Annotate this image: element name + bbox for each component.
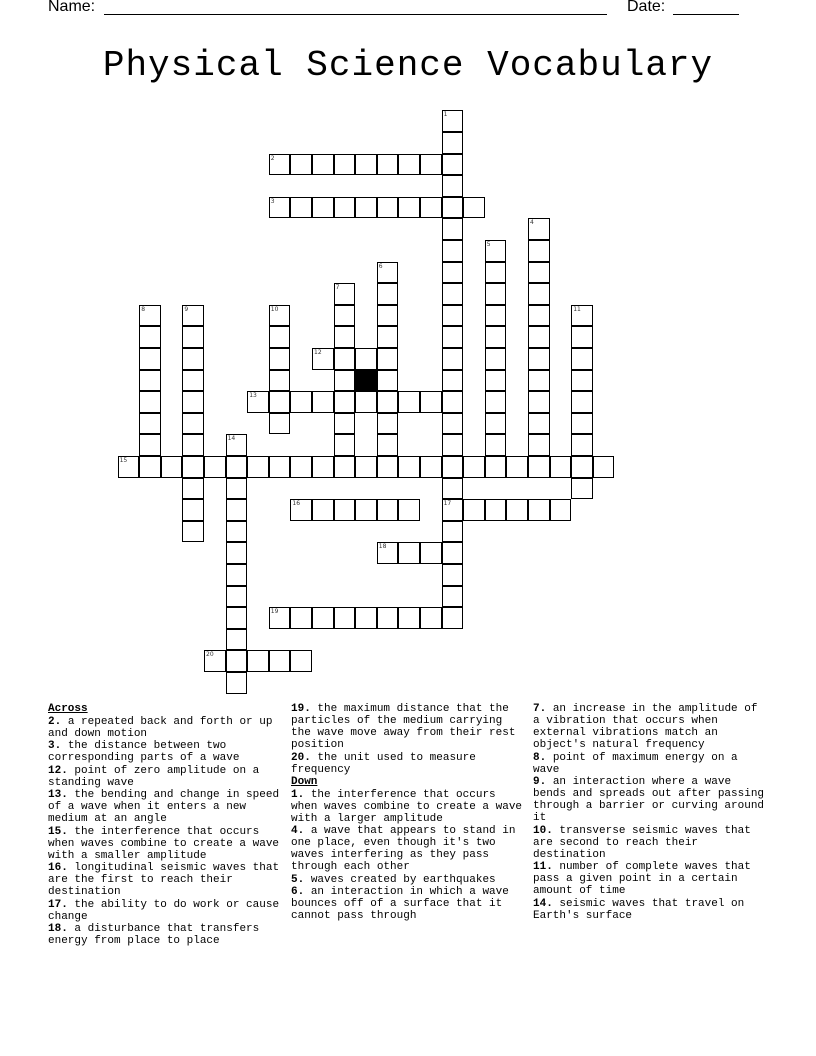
crossword-cell[interactable]	[334, 413, 356, 435]
crossword-cell[interactable]	[161, 456, 183, 478]
date-label: Date:	[627, 0, 666, 15]
crossword-cell[interactable]	[269, 154, 291, 176]
crossword-cell[interactable]	[398, 542, 420, 564]
clue-down-1: 1. the interference that occurs when waves combine to create a wave with a larger amplitude	[291, 788, 523, 825]
clue-number: 19	[270, 608, 279, 616]
crossword-cell[interactable]	[485, 283, 507, 305]
clue-column-3	[533, 703, 765, 922]
crossword-cell[interactable]	[269, 197, 291, 219]
crossword-cell[interactable]	[485, 305, 507, 327]
crossword-cell[interactable]	[442, 218, 464, 240]
crossword-cell[interactable]	[442, 154, 464, 176]
crossword-cell[interactable]	[442, 348, 464, 370]
crossword-cell[interactable]	[139, 456, 161, 478]
clue-across-20: 20. the unit used to measure frequency	[291, 751, 476, 776]
crossword-cell[interactable]	[334, 283, 356, 305]
crossword-cell[interactable]	[571, 434, 593, 456]
crossword-cell[interactable]	[334, 348, 356, 370]
clue-down-9: 9. an interaction where a wave bends and spreads out after passing through a barrier or curving around it	[533, 776, 765, 824]
crossword-cell[interactable]	[377, 348, 399, 370]
crossword-cell[interactable]	[442, 564, 464, 586]
clue-down-10: 10. transverse seismic waves that are second to reach their destination	[533, 824, 751, 861]
crossword-cell[interactable]	[269, 413, 291, 435]
crossword-cell[interactable]	[485, 413, 507, 435]
crossword-cell[interactable]	[182, 305, 204, 327]
crossword-cell[interactable]	[398, 391, 420, 413]
crossword-cell[interactable]	[442, 175, 464, 197]
crossword-cell[interactable]	[463, 456, 485, 478]
crossword-cell[interactable]	[334, 197, 356, 219]
crossword-cell[interactable]	[377, 154, 399, 176]
crossword-cell[interactable]	[139, 326, 161, 348]
crossword-cell[interactable]	[355, 391, 377, 413]
crossword-cell[interactable]	[485, 262, 507, 284]
blocked-square	[355, 370, 377, 392]
crossword-cell[interactable]	[398, 197, 420, 219]
crossword-cell[interactable]	[139, 370, 161, 392]
crossword-cell[interactable]	[571, 348, 593, 370]
clue-across-12: 12. point of zero amplitude on a standing wave	[48, 764, 260, 789]
crossword-cell[interactable]	[290, 607, 312, 629]
crossword-cell[interactable]	[420, 391, 442, 413]
clue-column-2	[291, 703, 523, 923]
crossword-cell[interactable]	[528, 434, 550, 456]
clue-number: 8	[141, 305, 146, 313]
crossword-cell[interactable]	[442, 521, 464, 543]
crossword-cell[interactable]	[269, 370, 291, 392]
crossword-cell[interactable]	[182, 499, 204, 521]
crossword-cell[interactable]	[571, 305, 593, 327]
crossword-cell[interactable]	[290, 499, 312, 521]
clue-down-14: 14. seismic waves that travel on Earth's surface	[533, 897, 745, 922]
crossword-cell[interactable]	[485, 240, 507, 262]
clue-number: 2	[270, 154, 275, 162]
crossword-cell[interactable]	[593, 456, 615, 478]
clue-across-3: 3. the distance between two corresponding parts of a wave	[48, 740, 240, 764]
crossword-cell[interactable]	[485, 348, 507, 370]
clue-number: 7	[335, 284, 340, 292]
crossword-cell[interactable]	[377, 262, 399, 284]
crossword-cell[interactable]	[247, 391, 269, 413]
crossword-cell[interactable]	[226, 586, 248, 608]
crossword-cell[interactable]	[334, 326, 356, 348]
crossword-cell[interactable]	[442, 240, 464, 262]
crossword-cell[interactable]	[398, 456, 420, 478]
clue-across-16: 16. longitudinal seismic waves that are the first to reach their destination	[48, 862, 280, 898]
crossword-cell[interactable]	[420, 607, 442, 629]
crossword-cell[interactable]	[226, 629, 248, 651]
crossword-cell[interactable]	[355, 197, 377, 219]
crossword-cell[interactable]	[182, 391, 204, 413]
crossword-cell[interactable]	[506, 499, 528, 521]
name-label: Name:	[48, 0, 96, 15]
crossword-cell[interactable]	[312, 456, 334, 478]
crossword-cell[interactable]	[528, 326, 550, 348]
crossword-cell[interactable]	[528, 240, 550, 262]
crossword-cell[interactable]	[226, 564, 248, 586]
crossword-cell[interactable]	[355, 456, 377, 478]
crossword-cell[interactable]	[334, 305, 356, 327]
crossword-cell[interactable]	[182, 478, 204, 500]
crossword-cell[interactable]	[485, 434, 507, 456]
crossword-cell[interactable]	[528, 305, 550, 327]
crossword-cell[interactable]	[334, 499, 356, 521]
crossword-cell[interactable]	[247, 650, 269, 672]
crossword-cell[interactable]	[398, 154, 420, 176]
crossword-cell[interactable]	[377, 542, 399, 564]
crossword-cell[interactable]	[290, 197, 312, 219]
clue-down-6: 6. an interaction in which a wave bounces off of a surface that it cannot pass through	[291, 886, 509, 922]
page-title: Physical Science Vocabulary	[102, 45, 714, 86]
crossword-cell[interactable]	[226, 650, 248, 672]
crossword-cell[interactable]	[420, 542, 442, 564]
crossword-cell[interactable]	[355, 154, 377, 176]
crossword-cell[interactable]	[355, 348, 377, 370]
crossword-cell[interactable]	[226, 607, 248, 629]
crossword-cell[interactable]	[442, 586, 464, 608]
crossword-cell[interactable]	[420, 197, 442, 219]
crossword-cell[interactable]	[377, 326, 399, 348]
clue-across-13: 13. the bending and change in speed of a wave when it enters a new medium at an angle	[48, 789, 280, 825]
crossword-cell[interactable]	[420, 456, 442, 478]
crossword-cell[interactable]	[506, 456, 528, 478]
clue-number: 1	[443, 111, 448, 119]
crossword-cell[interactable]	[571, 456, 593, 478]
crossword-cell[interactable]	[485, 391, 507, 413]
crossword-cell[interactable]	[139, 348, 161, 370]
crossword-cell[interactable]	[290, 456, 312, 478]
crossword-cell[interactable]	[204, 650, 226, 672]
clue-number: 13	[249, 392, 257, 400]
crossword-cell[interactable]	[442, 305, 464, 327]
crossword-cell[interactable]	[377, 499, 399, 521]
crossword-cell[interactable]	[118, 456, 140, 478]
crossword-cell[interactable]	[571, 326, 593, 348]
crossword-cell[interactable]	[226, 521, 248, 543]
crossword-cell[interactable]	[377, 434, 399, 456]
crossword-cell[interactable]	[334, 607, 356, 629]
crossword-cell[interactable]	[442, 110, 464, 132]
crossword-cell[interactable]	[571, 413, 593, 435]
crossword-cell[interactable]	[442, 413, 464, 435]
crossword-cell[interactable]	[398, 607, 420, 629]
clue-number: 15	[119, 457, 128, 464]
crossword-cell[interactable]	[182, 521, 204, 543]
crossword-cell[interactable]	[442, 132, 464, 154]
crossword-cell[interactable]	[485, 499, 507, 521]
crossword-cell[interactable]	[442, 370, 464, 392]
crossword-cell[interactable]	[485, 370, 507, 392]
crossword-cell[interactable]	[269, 650, 291, 672]
clue-number: 3	[270, 197, 275, 205]
crossword-cell[interactable]	[182, 348, 204, 370]
clue-down-5: 5. waves created by earthquakes	[291, 873, 496, 886]
across-heading: Across	[48, 703, 88, 715]
clue-number: 12	[314, 349, 322, 356]
crossword-cell[interactable]	[442, 283, 464, 305]
clue-across-19: 19. the maximum distance that the particles of the medium carrying the wave move away from their rest position	[291, 703, 516, 751]
clue-down-11: 11. number of complete waves that pass a given point in a certain amount of time	[533, 861, 751, 897]
clue-number: 4	[530, 219, 534, 227]
clue-across-18: 18. a disturbance that transfers energy from place to place	[48, 923, 260, 947]
crossword-cell[interactable]	[182, 413, 204, 435]
crossword-cell[interactable]	[334, 370, 356, 392]
crossword-cell[interactable]	[269, 456, 291, 478]
crossword-cell[interactable]	[528, 348, 550, 370]
clue-down-7: 7. an increase in the amplitude of a vibration that occurs when external vibrations match an object's natural frequency	[533, 703, 758, 751]
crossword-cell[interactable]	[528, 262, 550, 284]
crossword-cell[interactable]	[571, 478, 593, 500]
crossword-cell[interactable]	[528, 370, 550, 392]
crossword-cell[interactable]	[226, 499, 248, 521]
crossword-cell[interactable]	[463, 197, 485, 219]
crossword-cell[interactable]	[550, 456, 572, 478]
crossword-cell[interactable]	[182, 326, 204, 348]
crossword-cell[interactable]	[377, 607, 399, 629]
crossword-cell[interactable]	[247, 456, 269, 478]
crossword-cell[interactable]	[485, 326, 507, 348]
crossword-cell[interactable]	[377, 370, 399, 392]
crossword-cell[interactable]	[442, 262, 464, 284]
crossword-cell[interactable]	[528, 218, 550, 240]
crossword-cell[interactable]	[528, 456, 550, 478]
clue-number: 9	[184, 305, 189, 313]
crossword-cell[interactable]	[139, 305, 161, 327]
crossword-cell[interactable]	[442, 499, 464, 521]
crossword-cell[interactable]	[355, 499, 377, 521]
crossword-cell[interactable]	[377, 391, 399, 413]
crossword-cell[interactable]	[550, 499, 572, 521]
clue-across-2: 2. a repeated back and forth or up and down motion	[48, 715, 273, 740]
clue-number: 17	[443, 500, 452, 508]
clue-number: 10	[270, 305, 279, 313]
clue-column-1	[48, 703, 280, 948]
crossword-cell[interactable]	[528, 413, 550, 435]
clue-number: 14	[227, 435, 236, 443]
crossword-cell[interactable]	[377, 413, 399, 435]
crossword-cell[interactable]	[442, 326, 464, 348]
crossword-cell[interactable]	[269, 607, 291, 629]
crossword-cell[interactable]	[355, 607, 377, 629]
crossword-cell[interactable]	[571, 370, 593, 392]
crossword-cell[interactable]	[528, 283, 550, 305]
crossword-cell[interactable]	[377, 283, 399, 305]
crossword-cell[interactable]	[442, 456, 464, 478]
crossword-cell[interactable]	[485, 456, 507, 478]
crossword-cell[interactable]	[290, 650, 312, 672]
clue-down-8: 8. point of maximum energy on a wave	[533, 751, 738, 776]
crossword-cell[interactable]	[442, 478, 464, 500]
down-heading: Down	[291, 776, 318, 788]
crossword-cell[interactable]	[334, 434, 356, 456]
crossword-cell[interactable]	[442, 434, 464, 456]
crossword-cell[interactable]	[334, 456, 356, 478]
crossword-cell[interactable]	[226, 434, 248, 456]
crossword-cell[interactable]	[463, 499, 485, 521]
crossword-cell[interactable]	[182, 456, 204, 478]
clue-down-4: 4. a wave that appears to stand in one place, even though it's two waves interfering as they pass through each other	[291, 825, 516, 873]
crossword-cell[interactable]	[139, 391, 161, 413]
clue-number: 16	[292, 500, 301, 508]
crossword-cell[interactable]	[226, 456, 248, 478]
crossword-cell[interactable]	[312, 391, 334, 413]
clue-number: 20	[206, 651, 214, 659]
crossword-cell[interactable]	[442, 197, 464, 219]
crossword-cell[interactable]	[139, 434, 161, 456]
crossword-cell[interactable]	[182, 370, 204, 392]
clue-across-15: 15. the interference that occurs when waves combine to create a wave with a smaller amplitude	[48, 825, 280, 862]
crossword-cell[interactable]	[226, 478, 248, 500]
crossword-cell[interactable]	[290, 391, 312, 413]
crossword-cell[interactable]	[269, 391, 291, 413]
crossword-cell[interactable]	[226, 542, 248, 564]
crossword-cell[interactable]	[269, 348, 291, 370]
crossword-cell[interactable]	[528, 391, 550, 413]
crossword-cell[interactable]	[269, 326, 291, 348]
crossword-cell[interactable]	[377, 197, 399, 219]
crossword-cell[interactable]	[398, 499, 420, 521]
clue-number: 18	[378, 543, 387, 551]
crossword-cell[interactable]	[226, 672, 248, 694]
crossword-cell[interactable]	[290, 154, 312, 176]
clue-across-17: 17. the ability to do work or cause change	[48, 898, 280, 923]
crossword-cell[interactable]	[312, 607, 334, 629]
crossword-cell[interactable]	[269, 305, 291, 327]
crossword-cell[interactable]	[420, 154, 442, 176]
crossword-cell[interactable]	[312, 154, 334, 176]
crossword-cell[interactable]	[312, 197, 334, 219]
crossword-cell[interactable]	[442, 607, 464, 629]
crossword-cell[interactable]	[442, 391, 464, 413]
crossword-cell[interactable]	[182, 434, 204, 456]
crossword-cell[interactable]	[312, 499, 334, 521]
clue-number: 11	[573, 305, 581, 313]
clue-number: 6	[378, 262, 383, 270]
crossword-cell[interactable]	[139, 413, 161, 435]
crossword-cell[interactable]	[377, 305, 399, 327]
crossword-cell[interactable]	[334, 154, 356, 176]
crossword-cell[interactable]	[571, 391, 593, 413]
crossword-cell[interactable]	[312, 348, 334, 370]
crossword-cell[interactable]	[334, 391, 356, 413]
crossword-cell[interactable]	[204, 456, 226, 478]
crossword-cell[interactable]	[442, 542, 464, 564]
crossword-cell[interactable]	[528, 499, 550, 521]
clue-number: 5	[486, 241, 491, 248]
crossword-cell[interactable]	[377, 456, 399, 478]
